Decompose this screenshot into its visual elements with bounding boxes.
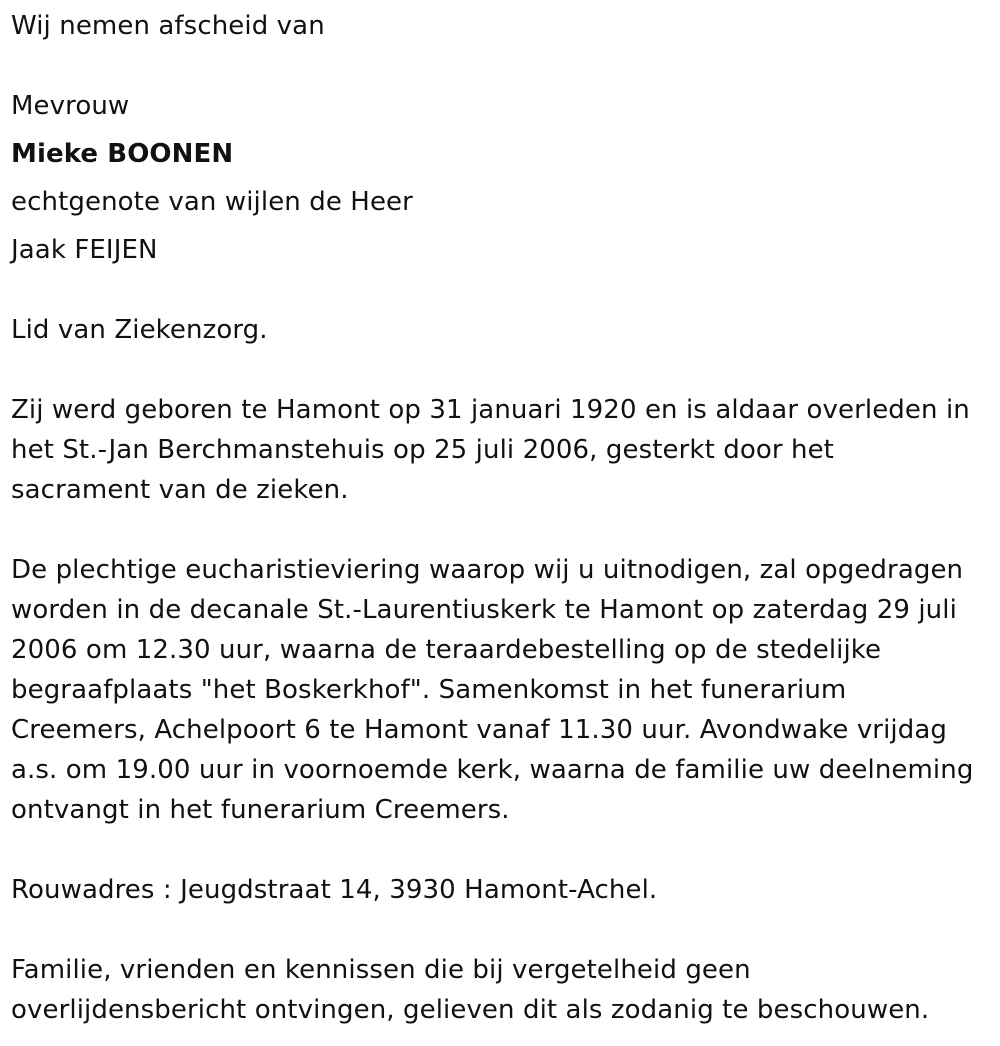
paragraph-line: De plechtige eucharistieviering waarop wij u uitnodigen, zal opgedragen — [11, 555, 964, 585]
paragraph-line: worden in de decanale St.-Laurentiuskerk te Hamont op zaterdag 29 juli — [11, 595, 957, 625]
paragraph-line: sacrament van de zieken. — [11, 475, 349, 505]
paragraph-line: ontvangt in het funerarium Creemers. — [11, 795, 510, 825]
intro-text: Wij nemen afscheid van — [11, 11, 325, 41]
birth-death-paragraph — [11, 390, 991, 510]
mourning-address: Rouwadres : Jeugdstraat 14, 3930 Hamont-Achel. — [11, 875, 658, 905]
ceremony-paragraph — [11, 550, 991, 830]
paragraph-line: a.s. om 19.00 uur in voornoemde kerk, waarna de familie uw deelneming — [11, 755, 974, 785]
paragraph-line: overlijdensbericht ontvingen, gelieven dit als zodanig te beschouwen. — [11, 995, 930, 1025]
salutation: Mevrouw — [11, 91, 130, 121]
paragraph-line: Creemers, Achelpoort 6 te Hamont vanaf 11.30 uur. Avondwake vrijdag — [11, 715, 947, 745]
spouse-name: Jaak FEIJEN — [11, 235, 158, 265]
paragraph-line: Zij werd geboren te Hamont op 31 januari 1920 en is aldaar overleden in — [11, 395, 970, 425]
death-notice — [11, 6, 991, 1030]
paragraph-line: begraafplaats "het Boskerkhof". Samenkomst in het funerarium — [11, 675, 847, 705]
paragraph-line: 2006 om 12.30 uur, waarna de teraardebestelling op de stedelijke — [11, 635, 882, 665]
relation-text: echtgenote van wijlen de Heer — [11, 187, 413, 217]
closing-paragraph — [11, 950, 991, 1030]
paragraph-line: het St.-Jan Berchmanstehuis op 25 juli 2006, gesterkt door het — [11, 435, 834, 465]
paragraph-line: Familie, vrienden en kennissen die bij vergetelheid geen — [11, 955, 751, 985]
membership-text: Lid van Ziekenzorg. — [11, 315, 268, 345]
deceased-name: Mieke BOONEN — [11, 139, 234, 169]
